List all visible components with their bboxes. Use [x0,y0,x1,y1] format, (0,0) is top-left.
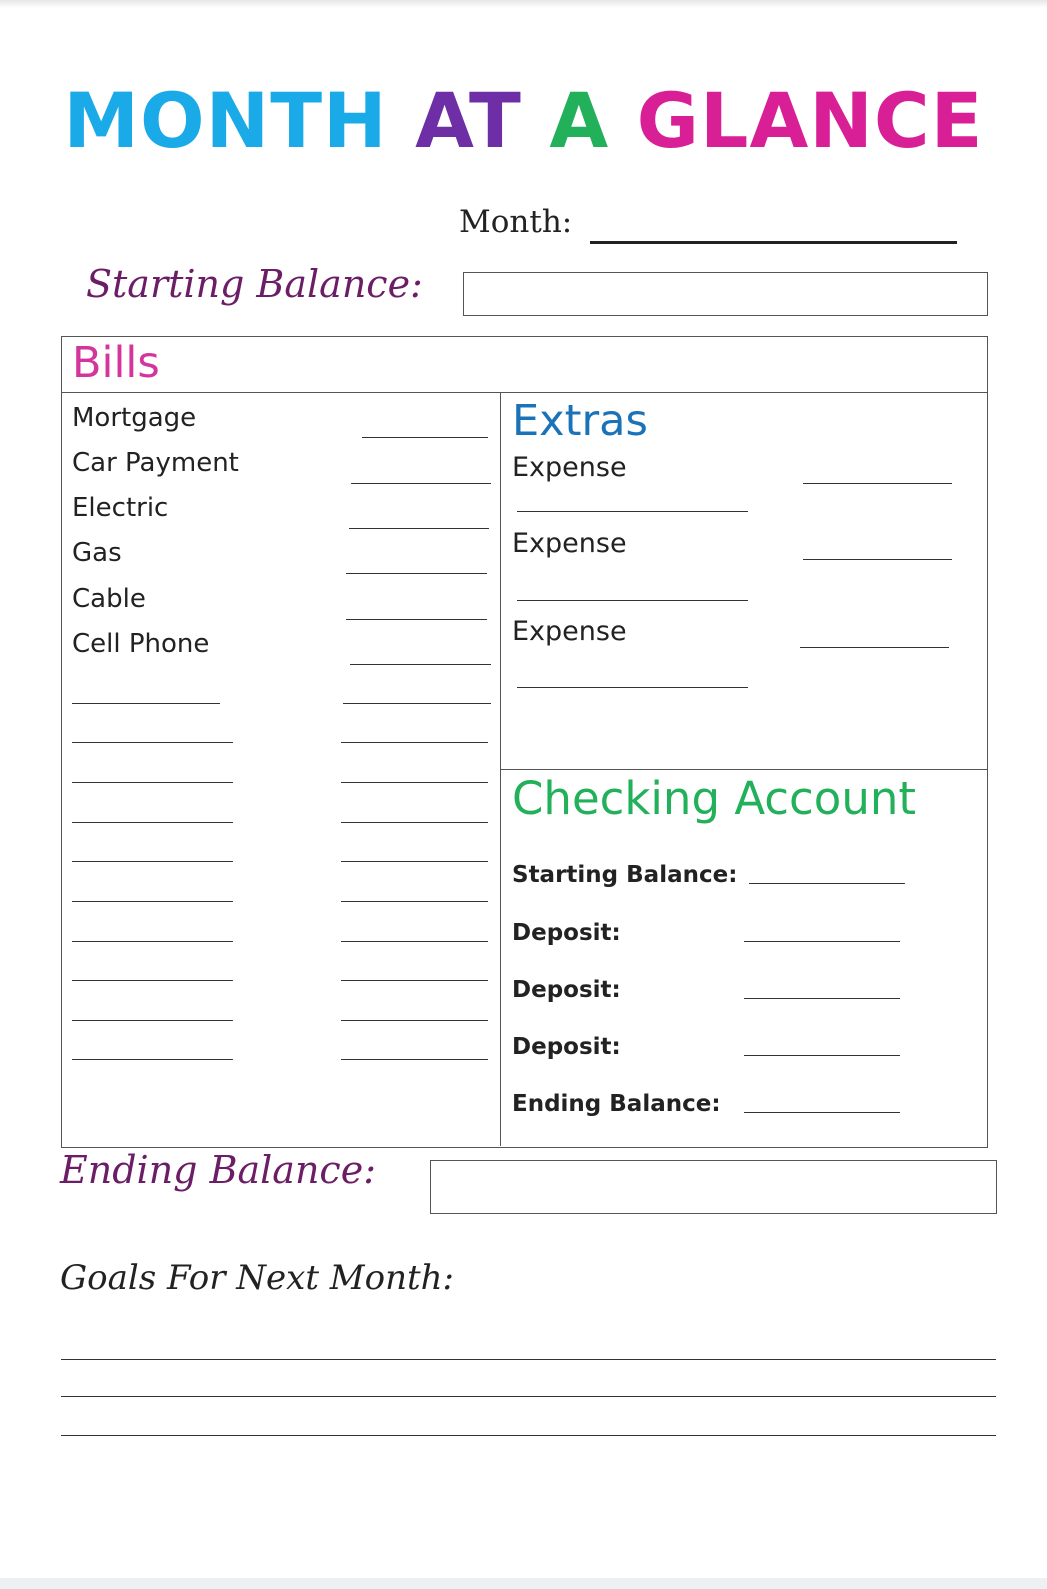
bill-name-line[interactable] [72,703,220,704]
expense-note-line[interactable] [517,600,748,601]
title-word-glance: GLANCE [636,76,984,165]
bill-label: Car Payment [72,448,239,478]
bill-amount-line[interactable] [341,742,488,743]
bill-amount-line[interactable] [362,437,488,438]
page-title [0,76,1047,166]
expense-label: Expense [512,616,627,647]
title-word-month: MONTH [63,76,388,165]
goals-line[interactable] [61,1435,996,1436]
bill-amount-line[interactable] [341,1059,488,1060]
checking-label: Deposit: [512,920,621,946]
bill-name-line[interactable] [72,822,233,823]
checking-label: Deposit: [512,1034,621,1060]
expense-amount-line[interactable] [803,483,952,484]
bill-amount-line[interactable] [346,619,487,620]
checking-amount-line[interactable] [749,883,905,884]
goals-label: Goals For Next Month: [60,1258,455,1298]
bill-amount-line[interactable] [346,573,487,574]
bill-amount-line[interactable] [351,483,491,484]
bill-name-line[interactable] [72,861,233,862]
bill-amount-line[interactable] [341,901,488,902]
checking-amount-line[interactable] [744,941,900,942]
bill-name-line[interactable] [72,782,233,783]
checking-amount-line[interactable] [744,1112,900,1113]
expense-amount-line[interactable] [803,559,952,560]
checking-label: Starting Balance: [512,862,738,888]
month-field[interactable] [590,241,957,244]
bottom-band [0,1578,1047,1589]
extras-title: Extras [512,396,648,446]
top-shadow [0,0,1047,8]
bill-amount-line[interactable] [341,941,488,942]
starting-balance-field[interactable] [463,272,988,316]
bill-label: Cell Phone [72,629,210,659]
bill-name-line[interactable] [72,901,233,902]
starting-balance-label: Starting Balance: [86,262,423,306]
bill-name-line[interactable] [72,941,233,942]
goals-line[interactable] [61,1396,996,1397]
ending-balance-label: Ending Balance: [60,1148,377,1192]
checking-label: Deposit: [512,977,621,1003]
bill-name-line[interactable] [72,980,233,981]
bill-label: Electric [72,493,169,523]
ending-balance-field[interactable] [430,1160,997,1214]
bill-amount-line[interactable] [341,980,488,981]
bill-name-line[interactable] [72,1020,233,1021]
bill-amount-line[interactable] [341,1020,488,1021]
bills-header-divider [61,392,988,393]
month-label: Month: [459,204,573,240]
bill-amount-line[interactable] [350,664,491,665]
bill-amount-line[interactable] [341,861,488,862]
bill-amount-line[interactable] [343,703,491,704]
checking-amount-line[interactable] [744,1055,900,1056]
expense-note-line[interactable] [517,687,748,688]
bill-label: Cable [72,584,146,614]
checking-label: Ending Balance: [512,1091,721,1117]
goals-line[interactable] [61,1359,996,1360]
expense-label: Expense [512,528,627,559]
expense-note-line[interactable] [517,511,748,512]
bill-label: Gas [72,538,122,568]
bill-amount-line[interactable] [341,822,488,823]
title-word-a: A [549,76,610,165]
expense-amount-line[interactable] [800,647,949,648]
bill-amount-line[interactable] [341,782,488,783]
bill-label: Mortgage [72,403,197,433]
extras-checking-divider [500,769,988,770]
bill-name-line[interactable] [72,742,233,743]
bill-name-line[interactable] [72,1059,233,1060]
title-word-at: AT [415,76,522,165]
checking-amount-line[interactable] [744,998,900,999]
expense-label: Expense [512,452,627,483]
bills-title: Bills [72,338,160,388]
checking-account-title: Checking Account [512,772,917,825]
bill-amount-line[interactable] [349,528,489,529]
